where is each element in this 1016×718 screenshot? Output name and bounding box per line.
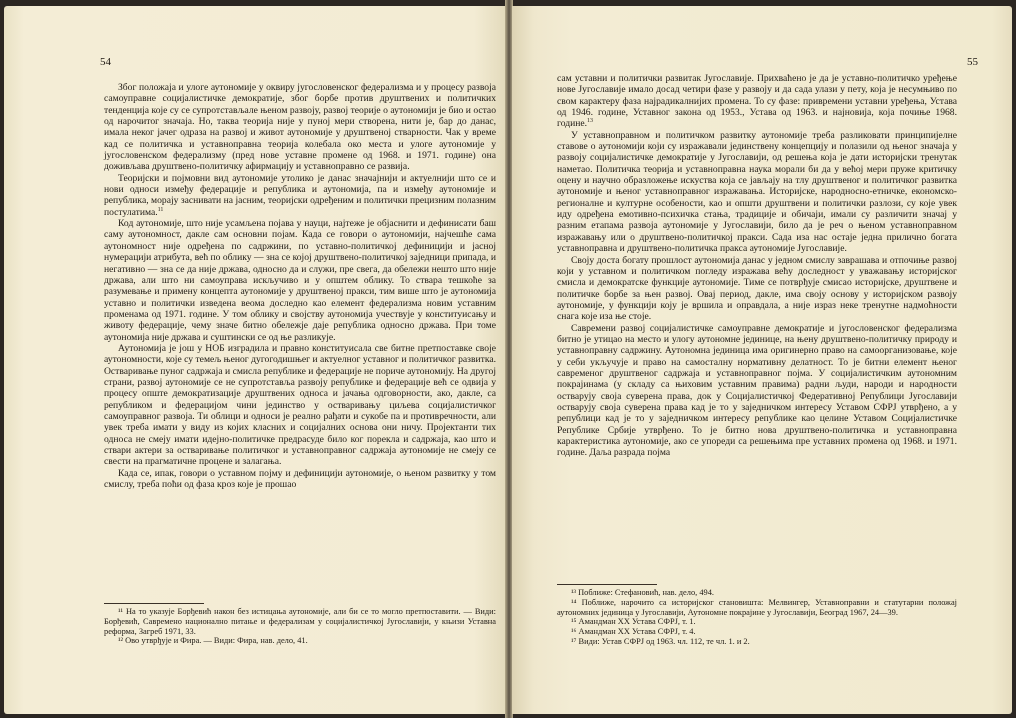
left-page [4,6,506,714]
footnote: ¹³ Поближе: Стефановић, нав. дело, 494. [571,588,714,597]
paragraph-text: Теоријски и појмовни вид аутономије утолико је данас значајнији и актуелнији што се и нови односи између федерације и република и аутономија, па и између аутономије и република, морају заснивати на јасним, теоријски одређеним и политички прецизним полазним постулатима. [104,172,496,218]
paragraph [557,73,957,130]
footnote: ¹⁶ Амандман XX Устава СФРЈ, т. 4. [571,627,696,637]
footnote: ¹² Ово утврђује и Фира. — Види: Фира, нав. дело, 41. [118,636,308,646]
body-text [557,73,957,459]
footnote-ref: 11 [157,206,164,213]
paragraph: Код аутономије, што није усамљена појава у науци, најтеже је објаснити и дефинисати баш саму аутономност, дакле сам основни појам. Када се говори о аутономији, најчешће сама аутономност није одређена по садржини, по уставно-политичкој дефиницији и јасној нумерацији атрибута, већ по облику — зна се којој друштвено-политичкој заједници припада, и негативно — зна се да није држава, односно да и служи, пре свега, да обележи нешто што није држава, али што ни самоуправа искључиво и у општем облику. То ствара тешкоће за разумевање и примену концепта аутономије у друштвеној пракси, тим више што је аутономија уставно и политички изведена веома доследно као елемент федерализма новим уставним променама од 1971. године. У том облику и својству аутономија учествује у конституисању и животу федерације, чему значе битно обележје даје република односно држава. При томе аутономија није држава и суштински се од ње разликује. [104,218,496,343]
footnotes [104,607,496,646]
footnote-rule [104,603,204,604]
footnote: ¹⁴ Поближе, нарочито са историјског становишта: Мелвингер, Уставноправни и статутарни положај аутономних јединица у Југославији, Аутономне покрајине у Југославији, Београд 1967, 24—39. [557,597,957,617]
page-number: 55 [967,56,978,68]
paragraph: Своју доста богату прошлост аутономија данас у једном смислу заврашава и отпочиње развој који у уставном и политичком погледу изражава већу доследност у уважавању историјског смисла и демократске функције аутономије. Тиме се потврђује смисао историјске, друштвене и политичке борбе за њен развој. Овај период, дакле, има своју основу у историјском развоју аутономије, у функцији коју је вршила и оправдала, а није израз неке тренутне надмоћности снага које иза ње стоје. [557,254,957,323]
paragraph-text: сам уставни и политички развитак Југославије. Прихваћено је да је уставно-политичко уређење нове Југославије имало досад четири фазе у развоју и да сада улази у пету, која је несумњиво по свом карактеру фаза најрадикалнијих промена. То су фазе: привремени уставни уређења, Устава од 1946. године, Уставног закона од 1953., Устава од 1963. и најновија, која почиње 1968. године. [557,73,957,130]
footnotes [557,588,957,647]
page-number: 54 [100,56,111,68]
footnote: ¹⁵ Амандман XX Устава СФРЈ, т. 1. [571,617,696,627]
paragraph: У уставноправном и политичком развитку аутономије треба разликовати принципијелне ставове о аутономији који су изражавали јединствену концепцију и полазили од њеног значаја у развоју социјалистичке демократије у Југославији, од решења која је дати историјски тренутак наметао. Политичка теорија и уставноправна наука морали би да у већој мери пруже критичку оцену и научно образложење искуства која се јављају на тлу друштвеног и политичког развитка аутономије и њеног уставноправног изражавања. Историјске, народносно-етничке, економско-регионалне и културне особености, као и општи друштвени и политички разлози, су које увек иду одређена емотивно-психичка стања, традиције и обичаји, имали су различити значај у разним етапама развоја аутономије у Југославији, било да је реч о њеном уставноправном изражавању или о друштвено-политичкој пракси. Сада иза нас остаје једна прилично богата уставноправна и друштвено-политичка пракса аутономије Југославије. [557,129,957,255]
paragraph: Због положаја и улоге аутономије у оквиру југословенског федерализма и у процесу развоја самоуправне социјалистичке демократије, због борбе против друштвених и политичких тенденција које су се супротстављале њеном развоју, развој теорије о аутономији је био и остао од нарочитог значаја. Но, таква теорија није у пуној мери створена, нити је, бар до данас, имала неког јачег одраза на развој и живот аутономије у друштвеној стварности. Чак у време кад се политичка и уставноправна теорија колебала око места и улоге аутономије у југословенском федерализму (пред нове уставне промене од 1968. и 1971. године) она доживљава друштвено-политичку афирмацију и уставноправно се развија. [104,82,496,173]
paragraph [104,173,496,218]
paragraph: Савремени развој социјалистичке самоуправне демократије и југословенског федерализма битно је утицао на место и улогу аутономне јединице, на њену друштвено-политичку природу и уставноправну садржину. Аутономна јединица има оригинерно право на самоорганизовање, које у себи укључује и право на самосталну нормативну делатност. То је битни елемент њеног савременог друштвеног садржаја и уставноправног појма. У социјалистичким аутономним покрајинама (у складу са њиховим уставним правима) радни људи, народи и народности остварују своја суверена права, док у Социјалистичкој Федеративној Републици Југославији остварују своја суверена права кад је то у заједничком интересу Уставом СФРЈ утврђено, а у републици кад је то у заједничком интересу републике као целине Уставом Социјалистичке Републике Србије утврђено. То је битно нова друштвено-политичка и уставноправна карактеристика аутономије, ако се упореди са решењима пре уставних промена од 1968. и 1971. године. Даља разрада појма [557,322,957,459]
paragraph: Аутономија је још у НОБ изградила и правно конституисала све битне претпоставке своје аутономности, које су темељ њеног дугогодишњег и актуелног уставног и политичког развитка. Остваривање пуног садржаја и смисла републике и федерације не пориче аутономију. На другој страни, развој аутономије се не супротставља развоју републике и федерације већ се одвија у процесу опште демократизације друштвених односа и јачања одговорности, ако, дакле, са републиком и федерацијом чини јединство у остваривању циљева социјалистичког самоуправног развоја. Ти облици и односи је реално рађати и сукобе па и противречности, али увек треба имати у виду из којих класних и социјалних основа они ничу. Пројектанти тих односа не смеју имати идејно-политичке предрасуде било ког порекла и садржаја, као што и ствари актери за остваривање политичког и уставноправног садржаја аутономије не смеју се свести на прагматичне процене и залагања. [104,342,496,468]
footnote-rule [557,584,657,585]
footnote: ¹⁷ Види: Устав СФРЈ од 1963. чл. 112, те чл. 1. и 2. [571,636,750,646]
body-text [104,82,496,490]
footnote-ref: 13 [587,118,594,125]
footnote: ¹¹ На то указује Борђевић након без истицања аутономије, али би се то могло претпоставити. — Види: Борђевић, Савремено национално питање и федерализам у социјалистичкој Југославији, у књизи Уставна реформа, Загреб 1971, 33. [104,607,496,636]
paragraph: Када се, ипак, говори о уставном појму и дефиницији аутономије, о њеном развитку у том смислу, треба поћи од фаза кроз које је прошао [104,467,496,491]
right-page [512,6,1012,714]
